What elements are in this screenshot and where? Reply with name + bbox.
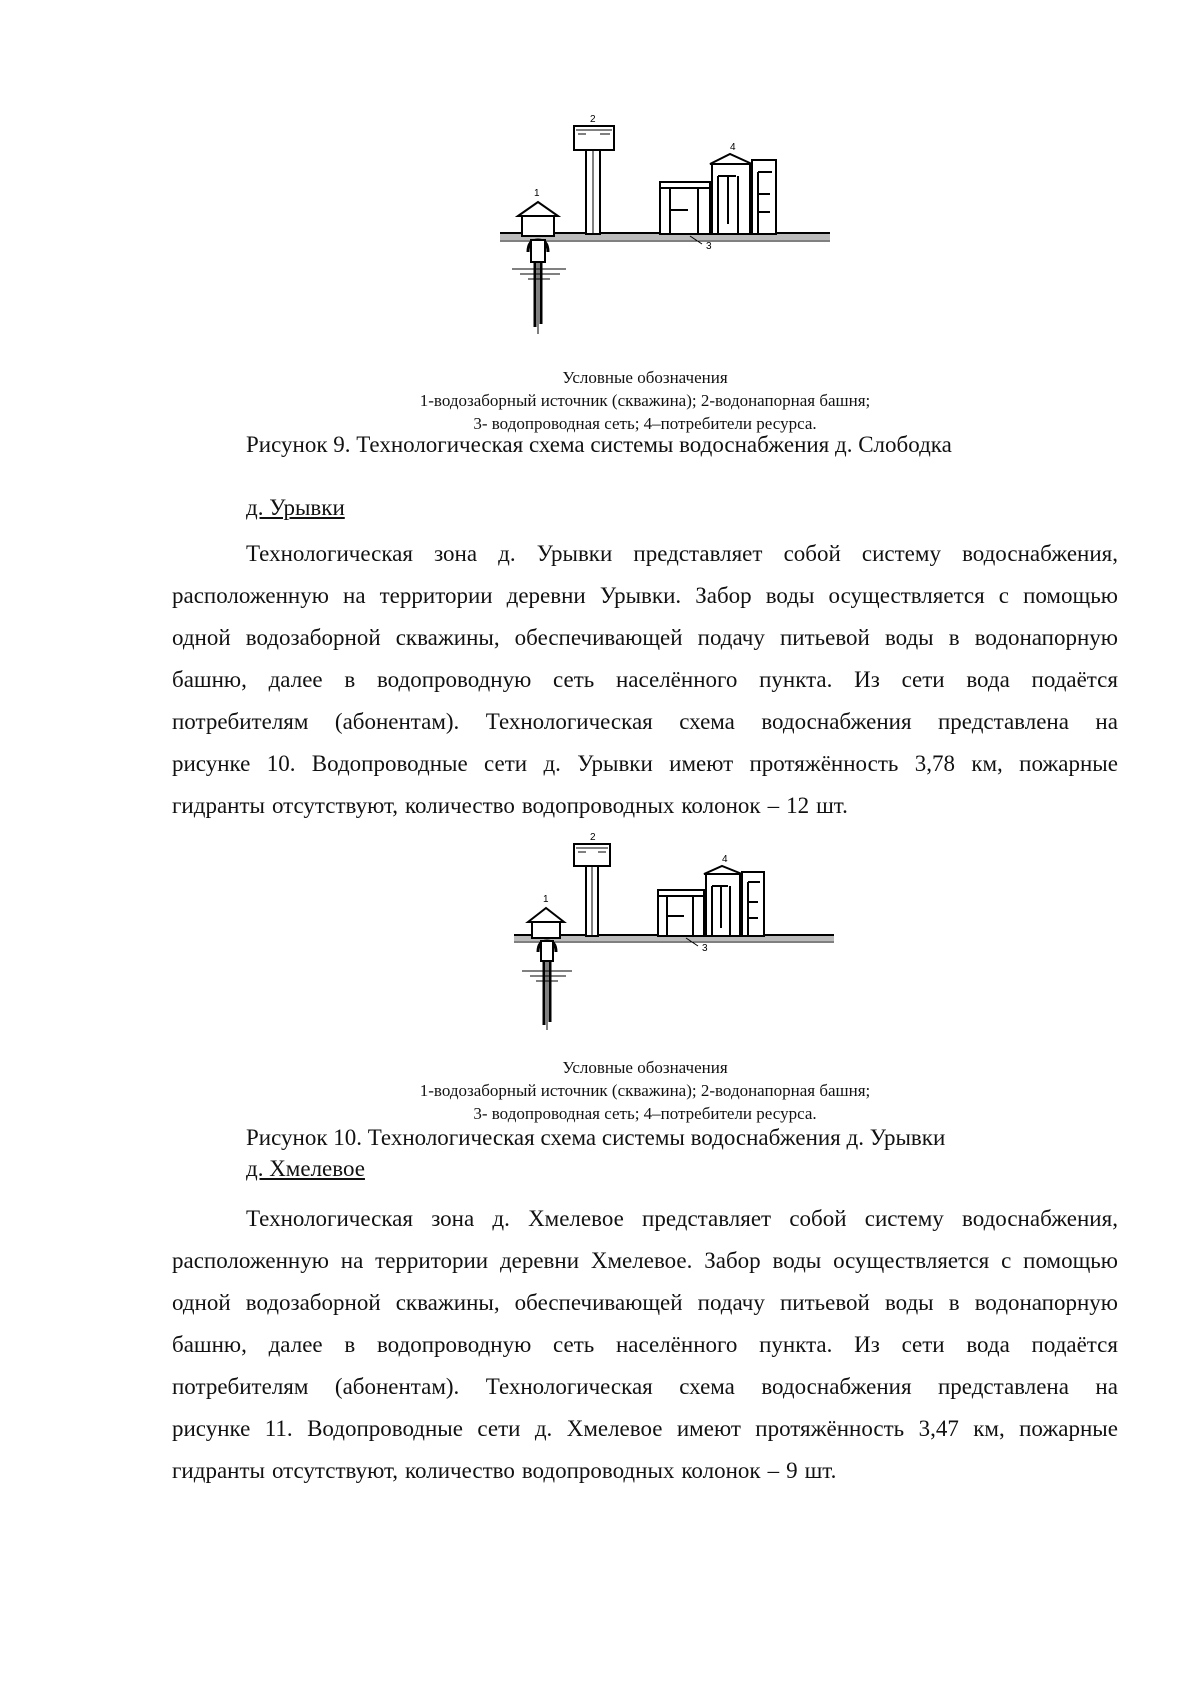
word: питьевой <box>779 625 870 650</box>
word: водозаборной <box>245 1290 381 1315</box>
word: Урывки. <box>599 583 682 608</box>
word: колонок <box>681 793 761 818</box>
word: одной <box>172 625 231 650</box>
word: 10. <box>266 751 296 776</box>
paragraph-line <box>172 1282 1118 1324</box>
word: рисунке <box>172 751 251 776</box>
paragraph-line <box>172 1240 1118 1282</box>
paragraph-line <box>172 701 1118 743</box>
word: воды <box>772 1248 822 1273</box>
word: территории <box>375 1248 489 1273</box>
word: Урывки <box>536 541 613 566</box>
word: питьевой <box>779 1290 870 1315</box>
paragraph-khmelevoe <box>172 1198 1118 1492</box>
word: представляет <box>642 1206 772 1231</box>
word: воды <box>884 1290 934 1315</box>
word: протяжённость <box>749 751 899 776</box>
word: сеть <box>553 667 595 692</box>
word: гидранты <box>172 793 265 818</box>
label-2: 2 <box>590 832 596 843</box>
word: подаётся <box>1031 1332 1118 1357</box>
paragraph-line <box>172 1450 1118 1492</box>
word: сети <box>477 1416 521 1441</box>
figure-9-legend <box>250 366 1040 435</box>
label-1: 1 <box>543 894 549 905</box>
word: вода <box>966 667 1010 692</box>
word: деревни <box>506 583 586 608</box>
word: населённого <box>615 667 738 692</box>
word: систему <box>861 541 941 566</box>
word: км, <box>973 1416 1005 1441</box>
word: Водопроводные <box>307 1416 463 1441</box>
word: с <box>1001 1248 1012 1273</box>
word: подаётся <box>1031 667 1118 692</box>
word: Водопроводные <box>311 751 468 776</box>
word: км, <box>971 751 1003 776</box>
word: представлена <box>938 1374 1069 1399</box>
word: воды <box>884 625 934 650</box>
word: расположенную <box>172 1248 329 1273</box>
word: 12 <box>786 793 810 818</box>
word: 3,47 <box>918 1416 959 1441</box>
word: схема <box>679 709 735 734</box>
consumer-buildings <box>658 866 764 936</box>
word: подачу <box>697 625 765 650</box>
section-heading-khmelevoe: д. Хмелевое <box>246 1156 365 1181</box>
word: водозаборной <box>245 625 381 650</box>
word: отсутствуют, <box>271 1458 399 1483</box>
word: водоснабжения, <box>962 541 1118 566</box>
word: пункта. <box>759 1332 833 1357</box>
word: осуществляется <box>828 583 985 608</box>
legend-line-1: 1-водозаборный источник (скважина); 2-водонапорная башня; <box>419 391 871 410</box>
word: сети <box>901 667 945 692</box>
word: собой <box>783 541 841 566</box>
word: гидранты <box>172 1458 265 1483</box>
word: зона <box>431 1206 475 1231</box>
figure-10-caption: Рисунок 10. Технологическая схема системы водоснабжения д. Урывки <box>246 1125 946 1150</box>
word: 9 <box>786 1458 798 1483</box>
word: пункта. <box>759 667 833 692</box>
word: расположенную <box>172 583 329 608</box>
figure-10-legend <box>250 1056 1040 1125</box>
word: населённого <box>615 1332 738 1357</box>
word: протяжённость <box>755 1416 905 1441</box>
word: представляет <box>633 541 763 566</box>
word: Из <box>854 1332 880 1357</box>
label-2: 2 <box>590 114 596 125</box>
paragraph-line <box>172 1366 1118 1408</box>
label-4: 4 <box>722 854 728 865</box>
word: водопроводную <box>376 667 532 692</box>
paragraph-line <box>172 575 1118 617</box>
word: вода <box>966 1332 1010 1357</box>
word: помощью <box>1023 583 1118 608</box>
word: пожарные <box>1019 751 1118 776</box>
word: помощью <box>1023 1248 1118 1273</box>
paragraph-line <box>172 1198 1118 1240</box>
word: далее <box>268 667 323 692</box>
word: на <box>1095 709 1118 734</box>
word: количество <box>405 793 515 818</box>
word: (абонентам). <box>334 709 460 734</box>
word: скважины, <box>395 1290 500 1315</box>
paragraph-line <box>172 1408 1118 1450</box>
word: д. <box>498 541 516 566</box>
word: водопроводных <box>521 793 675 818</box>
paragraph-line <box>172 659 1118 701</box>
word: зона <box>434 541 478 566</box>
legend-title: Условные обозначения <box>562 1058 728 1077</box>
water-tower <box>574 844 610 936</box>
word: водонапорную <box>974 625 1118 650</box>
word: отсутствуют, <box>271 793 399 818</box>
word: – <box>767 793 780 818</box>
paragraph-line <box>172 533 1118 575</box>
paragraph-line <box>172 785 1118 827</box>
word: потребителям <box>172 709 309 734</box>
legend-line-2: 3- водопроводная сеть; 4–потребители ресурса. <box>473 1104 817 1123</box>
word: в <box>344 1332 356 1357</box>
well-source <box>522 908 572 1030</box>
paragraph-line <box>172 1324 1118 1366</box>
word: д. <box>543 751 561 776</box>
word: водопроводную <box>376 1332 532 1357</box>
word: скважины, <box>395 625 500 650</box>
paragraph-uryvki <box>172 533 1118 827</box>
word: деревни <box>499 1248 580 1273</box>
word: водоснабжения <box>761 1374 912 1399</box>
word: в <box>948 625 960 650</box>
word: на <box>340 1248 364 1273</box>
well-source <box>512 202 566 334</box>
word: башню, <box>172 667 247 692</box>
word: 3,78 <box>914 751 955 776</box>
word: сеть <box>553 1332 595 1357</box>
word: Забор <box>695 583 752 608</box>
word: сети <box>901 1332 945 1357</box>
legend-line-2: 3- водопроводная сеть; 4–потребители ресурса. <box>473 414 817 433</box>
word: Хмелевое. <box>590 1248 693 1273</box>
word: имеют <box>669 751 734 776</box>
word: с <box>998 583 1009 608</box>
word: на <box>1095 1374 1118 1399</box>
label-3: 3 <box>702 943 708 954</box>
word: осуществляется <box>833 1248 990 1273</box>
word: Урывки <box>577 751 653 776</box>
word: 11. <box>264 1416 293 1441</box>
word: количество <box>405 1458 515 1483</box>
label-3: 3 <box>706 241 712 252</box>
word: Из <box>854 667 880 692</box>
legend-title: Условные обозначения <box>562 368 728 387</box>
consumer-buildings <box>660 154 776 234</box>
word: воды <box>765 583 815 608</box>
word: водонапорную <box>974 1290 1118 1315</box>
word: рисунке <box>172 1416 251 1441</box>
word: представлена <box>938 709 1069 734</box>
paragraph-line <box>172 617 1118 659</box>
word: на <box>343 583 366 608</box>
water-supply-scheme-figure-9 <box>490 112 850 352</box>
word: шт. <box>804 1458 837 1483</box>
word: обеспечивающей <box>514 1290 683 1315</box>
label-1: 1 <box>534 188 540 199</box>
word: в <box>948 1290 960 1315</box>
paragraph-line <box>172 743 1118 785</box>
word: башню, <box>172 1332 247 1357</box>
figure-9-caption: Рисунок 9. Технологическая схема системы водоснабжения д. Слободка <box>246 432 952 457</box>
word: одной <box>172 1290 231 1315</box>
water-tower <box>574 126 614 234</box>
word: собой <box>789 1206 847 1231</box>
word: водоснабжения, <box>962 1206 1118 1231</box>
word: сети <box>484 751 528 776</box>
word: Хмелевое <box>528 1206 624 1231</box>
word: Технологическая <box>246 1206 413 1231</box>
word: потребителям <box>172 1374 309 1399</box>
word: Технологическая <box>485 709 653 734</box>
word: Технологическая <box>246 541 413 566</box>
word: (абонентам). <box>334 1374 460 1399</box>
word: Забор <box>704 1248 761 1273</box>
label-4: 4 <box>730 142 736 153</box>
word: шт. <box>816 793 848 818</box>
word: подачу <box>697 1290 765 1315</box>
word: далее <box>268 1332 323 1357</box>
water-supply-scheme-figure-10 <box>510 830 850 1050</box>
legend-line-1: 1-водозаборный источник (скважина); 2-водонапорная башня; <box>419 1081 871 1100</box>
word: д. <box>534 1416 553 1441</box>
word: д. <box>492 1206 510 1231</box>
word: водоснабжения <box>761 709 912 734</box>
word: территории <box>379 583 493 608</box>
section-heading-uryvki: д. Урывки <box>246 495 345 520</box>
word: Технологическая <box>485 1374 653 1399</box>
word: схема <box>679 1374 735 1399</box>
word: имеют <box>676 1416 741 1441</box>
word: колонок <box>681 1458 761 1483</box>
word: систему <box>864 1206 944 1231</box>
word: – <box>767 1458 780 1483</box>
word: пожарные <box>1019 1416 1118 1441</box>
word: в <box>344 667 356 692</box>
word: водопроводных <box>521 1458 675 1483</box>
word: Хмелевое <box>566 1416 663 1441</box>
word: обеспечивающей <box>514 625 683 650</box>
